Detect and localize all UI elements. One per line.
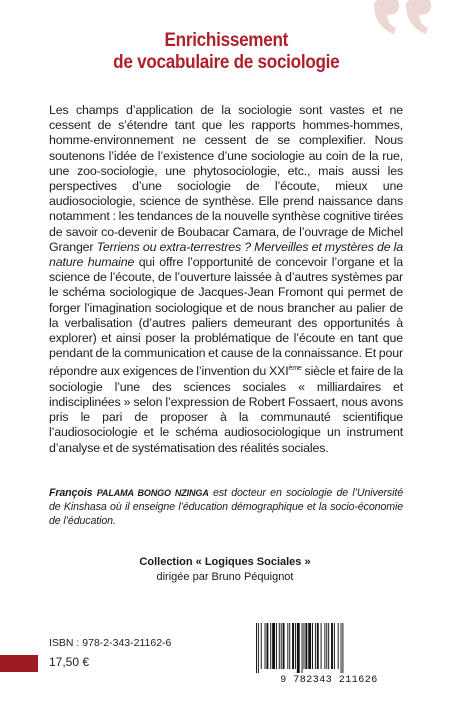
barcode-bar <box>258 623 259 673</box>
collection-director: dirigée par Bruno Péquignot <box>156 571 294 583</box>
barcode-bar <box>292 623 294 669</box>
blurb-part-1: Les champs d’application de la sociologie sont vastes et ne cessent de s’étendre tant que les rapports hommes-hommes, homme-environnement ne cessent de se complexifier. Nous soutenons l’idée de l’existence d’une sociologie au coin de la rue, une zoo-sociologie, une phytosociologie, etc., mais aussi les perspectives d’une sociologie de l’écoute, mieux une audiosociologie, science de synthèse. Elle prend naissance dans notamment : les tendances de la nouvelle synthèse cognitive tirées de savoir co-devenir de Boubacar Camara, de l’ouvrage de Michel Granger <box>49 103 403 254</box>
barcode-bar <box>261 623 262 669</box>
barcode-bar <box>308 623 311 669</box>
barcode-bar <box>341 623 342 673</box>
barcode-bar <box>328 623 329 669</box>
cited-book-title: Terriens ou extra-terrestres ? Merveilles et mystères de la nature humaine <box>49 239 403 270</box>
author-first-name: François <box>49 487 97 499</box>
author-bio <box>49 486 403 528</box>
barcode-bar <box>295 623 296 669</box>
price: 17,50 € <box>49 655 90 669</box>
author-name <box>49 487 209 499</box>
barcode-bar <box>338 623 339 669</box>
blurb-part-2: qui offre l’opportunité de concevoir l’organe et la science de l’écoute, de l’ouverture laissée à d’autres systèmes par le schéma sociologique de Jacques-Jean Fromont qui permet de forger l’imagination sociologique et de nous brancher au palier de la verbalisation (d’autres paliers demeurant des opportunités à explorer) et ainsi poser la problématique de l’écoute en tant que pendant de la communication et cause de la connaissance. Et pour répondre aux exigences de l’invention du XXI <box>49 255 403 379</box>
collection-info <box>0 555 450 585</box>
author-last-name: PALAMA BONGO NZINGA <box>96 488 209 498</box>
author-bio-text: est docteur en sociologie de l’Université de Kinshasa où il enseigne l’éducation démographique et la socio-économie de l’éducation. <box>49 487 404 527</box>
barcode-bar <box>324 623 325 669</box>
barcode-bar <box>305 623 307 669</box>
barcode-bar <box>334 623 335 669</box>
barcode-bar <box>272 623 275 669</box>
barcode-bar <box>289 623 290 669</box>
barcode-bar <box>283 623 285 669</box>
blurb-paragraph <box>49 103 403 456</box>
barcode-bar <box>265 623 266 669</box>
blurb-part-3: siècle et faire de la sociologie l’une des sciences sociales « milliardaires et indisciplinées » selon l’expression de Robert Fossaert, nous avons pris le pari de proposer à la communauté scientifique l’audiosociologie et le schéma audiosociologique un instrument d’analyse et de systématisation des réalités sociales. <box>49 364 403 455</box>
barcode <box>248 623 410 685</box>
title-line-2: de vocabulaire de sociologie <box>113 52 340 73</box>
barcode-bar <box>287 623 288 669</box>
title-line-1: Enrichissement <box>164 30 289 51</box>
barcode-bar <box>315 623 316 669</box>
barcode-digits: 9 782343 211626 <box>280 675 378 686</box>
barcode-bar <box>302 623 303 673</box>
back-cover-blurb <box>49 103 403 456</box>
collection-name: Collection « Logiques Sociales » <box>139 556 311 568</box>
barcode-bar <box>297 623 300 673</box>
barcode-bars <box>254 623 404 673</box>
barcode-bar <box>312 623 313 669</box>
century-superscript: ème <box>288 365 302 373</box>
barcode-bar <box>281 623 282 669</box>
book-title <box>24 30 429 74</box>
barcode-bar <box>342 623 343 673</box>
barcode-bar <box>266 623 268 669</box>
barcode-bar <box>321 623 322 669</box>
barcode-bar <box>256 623 257 673</box>
barcode-bar <box>317 623 319 669</box>
publisher-red-bar <box>0 655 38 672</box>
barcode-bar <box>276 623 277 669</box>
barcode-bar <box>304 623 305 669</box>
barcode-bar <box>270 623 271 669</box>
isbn: ISBN : 978-2-343-21162-6 <box>49 637 172 649</box>
barcode-bar <box>331 623 333 669</box>
barcode-bar <box>326 623 327 669</box>
barcode-bar <box>279 623 280 669</box>
